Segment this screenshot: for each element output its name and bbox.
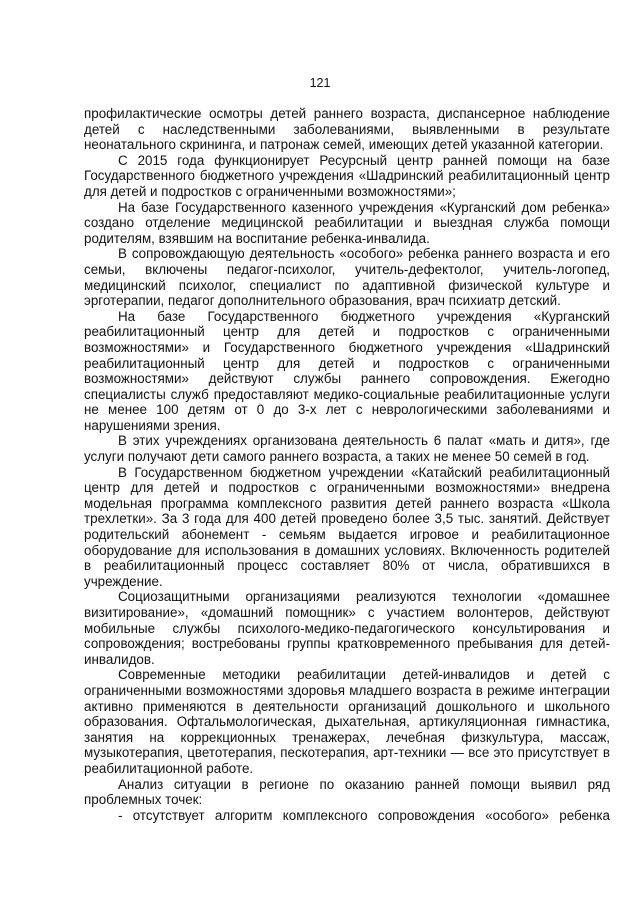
- page-number: 121: [309, 76, 331, 90]
- paragraph: С 2015 года функционирует Ресурсный центр ранней помощи на базе Государственного бюджетного учреждения «Шадринский реабилитационный центр для детей и подростков с ограниченными возможностями»;: [84, 152, 610, 199]
- paragraph: Современные методики реабилитации детей-инвалидов и детей с ограниченными возможностями здоровья младшего возраста в режиме интеграции активно применяются в деятельности организаций дошкольного и школьного образования. Офтальмологическая, дыхательная, артикуляционная гимнастика, занятия на коррекционных тренажерах, лечебная физкультура, массаж, музыкотерапия, цветотерапия, пескотерапия, арт-техники — все это присутствует в реабилитационной работе.: [84, 667, 610, 776]
- body-text: [84, 106, 610, 823]
- paragraph: В Государственном бюджетном учреждении «Катайский реабилитационный центр для детей и подростков с ограниченными возможностями» внедрена модельная программа комплексного развития детей раннего возраста «Школа трехлетки». За 3 года для 400 детей проведено более 3,5 тыс. занятий. Действует родительский абонемент - семьям выдается игровое и реабилитационное оборудование для использования в домашних условиях. Включенность родителей в реабилитационный процесс составляет 80% от числа, обратившихся в учреждение.: [84, 464, 610, 589]
- paragraph: Социозащитными организациями реализуются технологии «домашнее визитирование», «домашний помощник» с участием волонтеров, действуют мобильные службы психолого-медико-педагогического консультирования и сопровождения; востребованы группы кратковременного пребывания для детей-инвалидов.: [84, 589, 610, 667]
- paragraph: В сопровождающую деятельность «особого» ребенка раннего возраста и его семьи, включены педагог-психолог, учитель-дефектолог, учитель-логопед, медицинский психолог, специалист по адаптивной физической культуре и эрготерапии, педагог дополнительного образования, врач психиатр детский.: [84, 246, 610, 309]
- paragraph: На базе Государственного бюджетного учреждения «Курганский реабилитационный центр для детей и подростков с ограниченными возможностями» и Государственного бюджетного учреждения «Шадринский реабилитационный центр для детей и подростков с ограниченными возможностями» действуют службы раннего сопровождения. Ежегодно специалисты служб предоставляют медико-социальные реабилитационные услуги не менее 100 детям от 0 до 3-х лет с неврологическими заболеваниями и нарушениями зрения.: [84, 308, 610, 433]
- paragraph: Анализ ситуации в регионе по оказанию ранней помощи выявил ряд проблемных точек:: [84, 776, 610, 808]
- paragraph: профилактические осмотры детей раннего возраста, диспансерное наблюдение детей с наследственными заболеваниями, выявленными в результате неонатального скрининга, и патронаж семей, имеющих детей указанной категории.: [84, 106, 610, 153]
- paragraph: В этих учреждениях организована деятельность 6 палат «мать и дитя», где услуги получают дети самого раннего возраста, а таких не менее 50 семей в год.: [84, 433, 610, 465]
- paragraph: - отсутствует алгоритм комплексного сопровождения «особого» ребенка: [118, 807, 610, 823]
- paragraph: На базе Государственного казенного учреждения «Курганский дом ребенка» создано отделение медицинской реабилитации и выездная служба помощи родителям, взявшим на воспитание ребенка-инвалида.: [84, 199, 610, 246]
